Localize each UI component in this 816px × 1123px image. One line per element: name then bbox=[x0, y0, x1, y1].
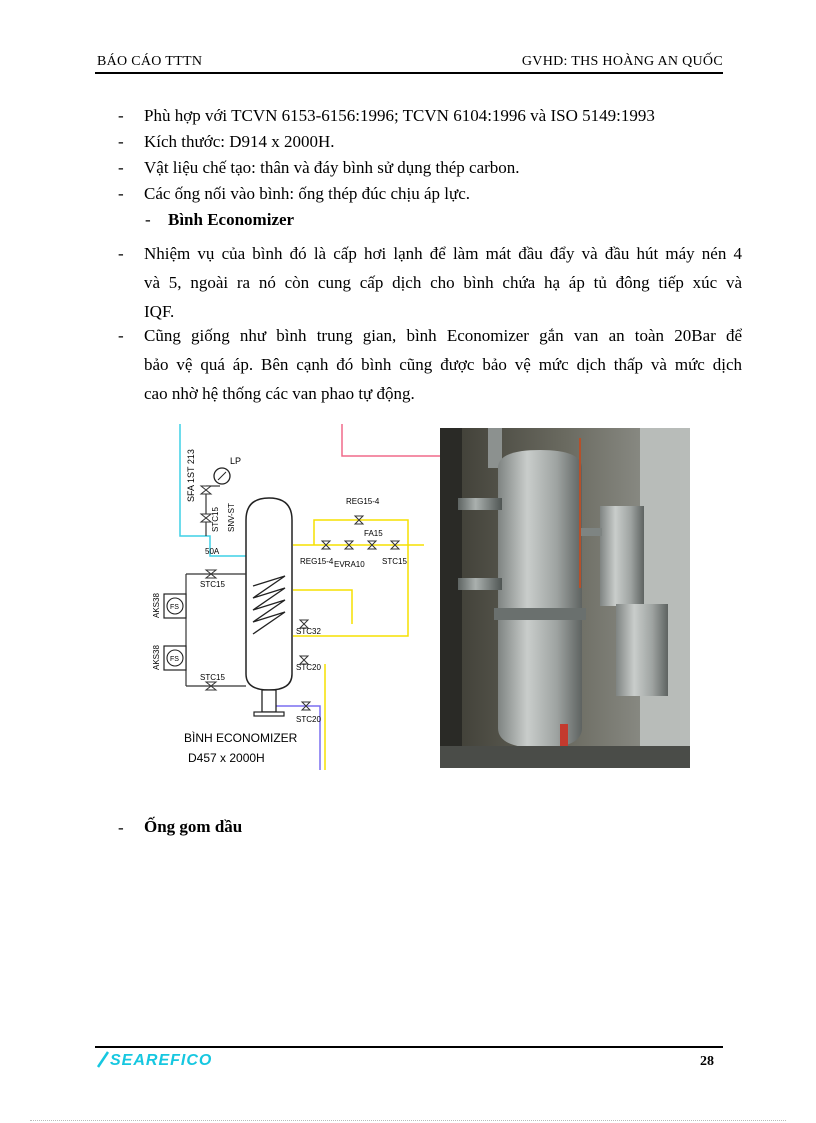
label-stc20-b: STC20 bbox=[296, 715, 321, 724]
economizer-photo bbox=[440, 428, 690, 768]
label-fs-1: FS bbox=[170, 604, 179, 611]
bullet-marker: - bbox=[118, 106, 124, 125]
pink-pipe bbox=[342, 424, 442, 456]
label-fs-2: FS bbox=[170, 656, 179, 663]
label-stc15-a: STC15 bbox=[200, 580, 225, 589]
label-50a: 50A bbox=[205, 547, 220, 556]
subheading-economizer: Bình Economizer bbox=[168, 210, 295, 229]
searefico-logo bbox=[96, 1048, 236, 1070]
paragraph-line: cao nhờ hệ thống các van phao tự động. bbox=[144, 384, 415, 403]
paragraph-line: và 5, ngoài ra nó còn cung cấp dịch cho bình chứa hạ áp tủ đông tiếp xúc và bbox=[144, 273, 742, 292]
side-pipe-1 bbox=[458, 498, 502, 510]
bullet-marker: - bbox=[118, 132, 124, 151]
vessel-small-upper bbox=[600, 506, 644, 606]
vessel-body bbox=[246, 498, 292, 690]
label-stc32: STC32 bbox=[296, 627, 321, 636]
bullet-marker: - bbox=[118, 184, 124, 203]
vessel-band bbox=[494, 608, 586, 620]
paragraph-economizer-safety bbox=[144, 321, 742, 408]
diagram-title: BÌNH ECONOMIZER bbox=[184, 731, 298, 745]
photo-floor bbox=[440, 746, 690, 768]
header-right: GVHD: THS HOÀNG AN QUỐC bbox=[521, 54, 723, 69]
page-header bbox=[95, 54, 723, 72]
label-stc15-b: STC15 bbox=[200, 673, 225, 682]
label-stc20-a: STC20 bbox=[296, 663, 321, 672]
page-bottom-border bbox=[30, 1120, 786, 1121]
bullet-pipes: Các ống nối vào bình: ống thép đúc chịu áp lực. bbox=[144, 184, 471, 203]
photo-column-left bbox=[440, 428, 462, 768]
bullet-dimensions: Kích thước: D914 x 2000H. bbox=[144, 132, 335, 151]
safety-valve-icon bbox=[201, 486, 211, 494]
subheading-marker: - bbox=[145, 210, 151, 229]
paragraph-marker: - bbox=[118, 244, 124, 263]
photo-wall-right bbox=[640, 428, 690, 768]
economizer-schematic bbox=[150, 424, 442, 770]
subheading-oil-collector: Ống gom dầu bbox=[144, 817, 243, 836]
vessel-base bbox=[254, 712, 284, 716]
photo-illustration bbox=[440, 428, 690, 768]
valve-icon bbox=[201, 514, 211, 522]
label-snv: SNV-ST bbox=[227, 503, 236, 532]
bullet-standards: Phù hợp với TCVN 6153-6156:1996; TCVN 6104:1996 và ISO 5149:1993 bbox=[144, 106, 655, 125]
label-sfa: SFA 1ST 213 bbox=[186, 449, 196, 502]
label-reg-top: REG15-4 bbox=[346, 497, 380, 506]
paragraph-line: Cũng giống như bình trung gian, bình Economizer gắn van an toàn 20Bar để bbox=[144, 326, 742, 345]
diagram-size: D457 x 2000H bbox=[188, 751, 265, 765]
paragraph-economizer-duty bbox=[144, 239, 742, 326]
header-rule bbox=[95, 72, 723, 74]
label-lp: LP bbox=[230, 456, 242, 466]
paragraph-line: Nhiệm vụ của bình đó là cấp hơi lạnh để làm mát đầu đẩy và đầu hút máy nén 4 bbox=[144, 244, 742, 263]
label-evra: EVRA10 bbox=[334, 560, 365, 569]
paragraph-line: bảo vệ quá áp. Bên cạnh đó bình cũng được bảo vệ mức dịch thấp và mức dịch bbox=[144, 355, 742, 374]
paragraph-marker: - bbox=[118, 326, 124, 345]
bullet-material: Vật liệu chế tạo: thân và đáy bình sử dụng thép carbon. bbox=[144, 158, 520, 177]
bullet-marker: - bbox=[118, 158, 124, 177]
logo-swoosh bbox=[98, 1052, 108, 1067]
label-stc15-vertical: STC15 bbox=[211, 507, 220, 532]
header-left: BÁO CÁO TTTN bbox=[97, 54, 203, 69]
paragraph-line: IQF. bbox=[144, 302, 175, 321]
vessel-leg bbox=[262, 690, 276, 712]
yellow-pipe-stc bbox=[293, 590, 352, 624]
schematic-svg bbox=[150, 424, 442, 770]
vessel-small-lower bbox=[616, 604, 668, 696]
label-aks38-2: AKS38 bbox=[152, 645, 161, 670]
label-aks38-1: AKS38 bbox=[152, 593, 161, 618]
logo-text: SEAREFICO bbox=[110, 1052, 213, 1069]
label-fa15: FA15 bbox=[364, 529, 383, 538]
connector-pipe bbox=[580, 528, 602, 536]
label-reg-left: REG15-4 bbox=[300, 557, 334, 566]
subheading-marker: - bbox=[118, 818, 124, 837]
page-number: 28 bbox=[700, 1054, 714, 1069]
side-pipe-2 bbox=[458, 578, 502, 590]
vessel-large bbox=[498, 450, 582, 748]
label-stc15-right: STC15 bbox=[382, 557, 407, 566]
